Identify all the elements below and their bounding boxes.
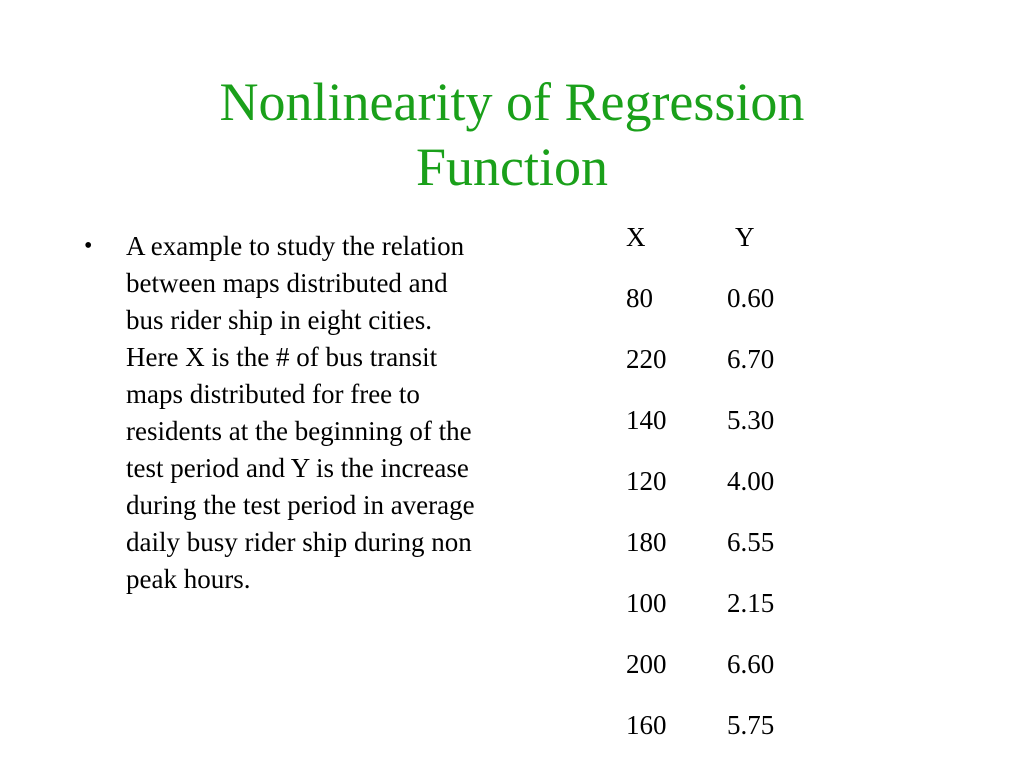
cell-x: 220 [626,344,667,374]
table-row [626,710,807,771]
table-row [626,527,807,588]
cell-y: 5.75 [727,710,775,740]
cell-x: 160 [626,710,667,740]
table-row [626,405,807,466]
table-row [626,344,807,405]
cell-x: 80 [626,283,653,313]
bullet-list [84,228,484,598]
cell-x: 140 [626,405,667,435]
bullet-icon: • [84,233,93,259]
header-y: Y [735,222,755,252]
bullet-text: A example to study the relation between maps distributed and bus rider ship in eight cities. Here X is the # of bus transit maps distributed for free to residents at the beginning of the test period and Y is the increase during the test period in average daily busy rider ship during non peak hours. [126,231,475,594]
cell-y: 5.30 [727,405,775,435]
cell-x: 180 [626,527,667,557]
cell-x: 100 [626,588,667,618]
slide-title [0,70,1024,200]
cell-x: 200 [626,649,667,679]
bullet-item [84,228,484,598]
xy-data-table [626,222,807,771]
cell-y: 0.60 [727,283,775,313]
cell-y: 2.15 [727,588,775,618]
table-row [626,283,807,344]
cell-y: 6.55 [727,527,775,557]
title-line-2: Function [415,137,608,197]
cell-y: 6.70 [727,344,775,374]
table-row [626,466,807,527]
cell-y: 6.60 [727,649,775,679]
cell-y: 4.00 [727,466,775,496]
title-line-1: Nonlinearity of Regression [219,72,805,132]
cell-x: 120 [626,466,667,496]
header-x: X [626,222,646,252]
table-row [626,649,807,710]
table-header [626,222,807,283]
table-row [626,588,807,649]
